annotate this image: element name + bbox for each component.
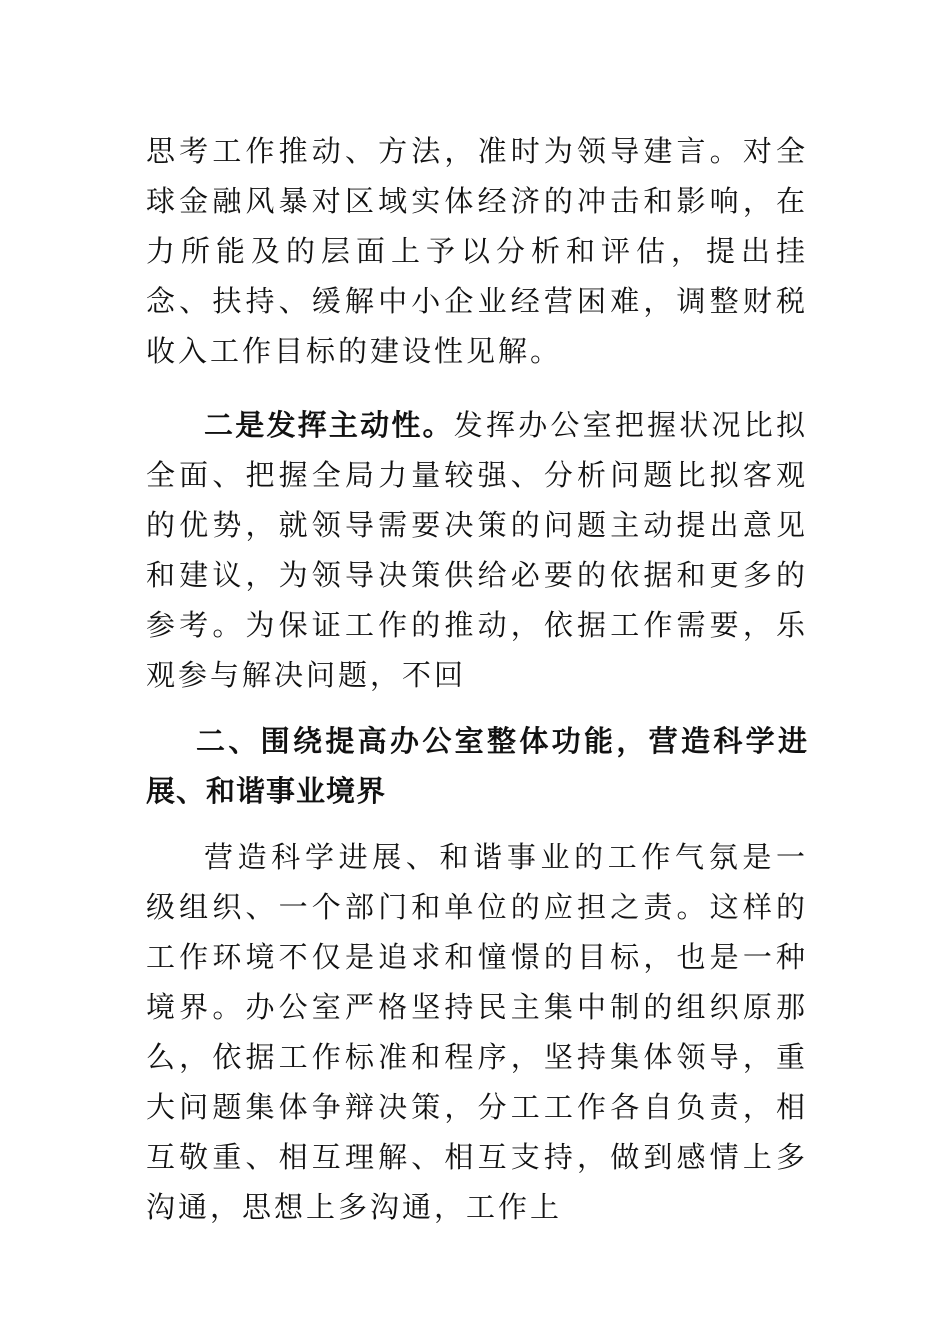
paragraph-body-text: 发挥办公室把握状况比拟全面、把握全局力量较强、分析问题比拟客观的优势，就领导需要决策的问题主动提出意见和建议，为领导决策供给必要的依据和更多的参考。为保证工作的推动，依据工作需要，乐观参与解决问题，不回: [146, 408, 808, 692]
section-heading: 二、围绕提高办公室整体功能，营造科学进展、和谐事业境界: [146, 724, 808, 808]
paragraph-lead-heading: 二是发挥主动性。: [204, 408, 454, 442]
paragraph-harmony: 营造科学进展、和谐事业的工作气氛是一级组织、一个部门和单位的应担之责。这样的工作环境不仅是追求和憧憬的目标，也是一种境界。办公室严格坚持民主集中制的组织原那么，依据工作标准和程序，坚持集体领导，重大问题集体争辩决策，分工工作各自负责，相互敬重、相互理解、相互支持，做到感情上多沟通，思想上多沟通，工作上: [146, 840, 808, 1224]
document-body: [146, 126, 808, 1232]
paragraph-initiative: [146, 400, 808, 700]
paragraph-continuation: 思考工作推动、方法，准时为领导建言。对全球金融风暴对区域实体经济的冲击和影响，在力所能及的层面上予以分析和评估，提出挂念、扶持、缓解中小企业经营困难，调整财税收入工作目标的建设性见解。: [146, 134, 808, 368]
